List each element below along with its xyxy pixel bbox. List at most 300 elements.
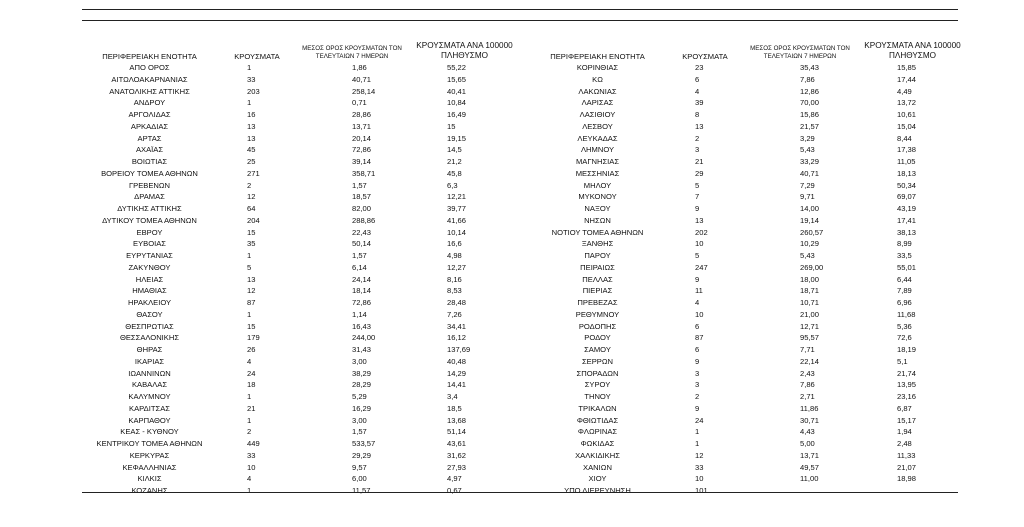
region-name: ΘΕΣΠΡΩΤΙΑΣ [125,321,174,331]
avg7-value: 21,00 [800,309,820,319]
cases-value: 87 [247,298,256,307]
region-name: ΚΕΝΤΡΙΚΟΥ ΤΟΜΕΑ ΑΘΗΝΩΝ [96,439,203,448]
top-rule-secondary [82,20,958,21]
avg7-value: 72,86 [352,298,372,307]
region-name: ΝΑΞΟΥ [584,204,611,213]
avg7-value: 6,00 [352,474,367,484]
region-name: ΜΑΓΝΗΣΙΑΣ [575,157,620,166]
table-row [82,450,522,462]
table-row [530,121,970,133]
cases-value: 29 [695,168,704,178]
per100k-value: 4,49 [897,86,912,96]
table-row [82,344,522,356]
avg7-value: 30,71 [800,415,820,425]
avg7-value: 16,29 [352,403,372,413]
cases-value: 1 [695,439,700,448]
per100k-value: 43,19 [897,204,917,213]
region-name: ΜΗΛΟΥ [583,180,612,190]
table-row [530,144,970,156]
per100k-value: 10,84 [447,98,467,108]
region-name: ΤΗΝΟΥ [584,392,611,401]
avg7-value: 40,71 [800,168,820,178]
cases-value: 6 [695,345,700,354]
avg7-value: 11,86 [800,403,819,413]
region-name: ΚΑΛΥΜΝΟΥ [128,392,171,401]
cases-value: 7 [695,192,700,202]
avg7-value: 14,00 [800,204,820,213]
cases-value: 24 [247,368,256,378]
avg7-value: 10,29 [800,239,820,249]
cases-value: 101 [695,486,708,495]
cases-value: 1 [247,251,252,260]
per100k-value: 16,6 [447,239,462,249]
region-name: ΣΑΜΟΥ [584,345,611,354]
cases-value: 16 [247,110,256,119]
avg7-value: 1,57 [352,180,367,190]
avg7-value: 18,14 [352,286,372,296]
per100k-value: 5,1 [897,356,908,366]
region-name: ΦΩΚΙΔΑΣ [580,439,615,448]
cases-value: 23 [695,63,704,72]
cases-value: 179 [247,333,260,343]
cases-value: 24 [695,415,704,425]
cases-value: 35 [247,239,256,249]
avg7-value: 288,86 [352,215,376,225]
avg7-value: 24,14 [352,274,372,284]
cases-value: 1 [247,486,252,495]
cases-value: 4 [247,356,252,366]
region-name: ΦΘΙΩΤΙΔΑΣ [576,415,619,425]
region-name: ΧΑΝΙΩΝ [583,462,612,472]
per100k-value: 50,34 [897,180,917,190]
per100k-value: 15,65 [447,74,467,84]
per100k-value: 31,62 [447,450,467,460]
cases-value: 13 [695,121,704,131]
table-row [530,250,970,262]
region-name: ΘΕΣΣΑΛΟΝΙΚΗΣ [119,333,180,343]
table-row [82,391,522,403]
per100k-value: 1,94 [897,427,912,437]
cases-value: 10 [695,309,704,319]
cases-value: 12 [695,450,704,460]
table-row [530,438,970,450]
per100k-value: 33,5 [897,251,912,260]
avg7-value: 10,71 [800,298,820,307]
cases-value: 33 [247,450,256,460]
table-row [530,168,970,180]
table-row [530,180,970,192]
avg7-value: 33,29 [800,157,820,166]
avg7-value: 5,43 [800,251,815,260]
table-row [82,156,522,168]
per100k-value: 14,41 [447,380,467,390]
cases-value: 13 [695,215,704,225]
per100k-value: 21,07 [897,462,917,472]
per100k-value: 6,44 [897,274,912,284]
cases-value: 3 [695,368,700,378]
table-row [530,285,970,297]
per100k-value: 14,29 [447,368,467,378]
left-table [82,40,522,497]
table-row [82,403,522,415]
region-name: ΡΕΘΥΜΝΟΥ [575,309,620,319]
region-name: ΘΗΡΑΣ [136,345,163,354]
cases-value: 1 [247,392,252,401]
region-name: ΚΩ [592,74,603,84]
region-name: ΔΥΤΙΚΟΥ ΤΟΜΕΑ ΑΘΗΝΩΝ [102,215,197,225]
cases-value: 3 [695,145,700,155]
cases-value: 6 [695,321,700,331]
region-name: ΑΝΑΤΟΛΙΚΗΣ ΑΤΤΙΚΗΣ [109,86,190,96]
table-row [82,215,522,227]
cases-value: 33 [247,74,256,84]
avg7-value: 6,14 [352,262,367,272]
right-table-block [530,40,970,497]
region-name: ΝΗΣΩΝ [584,215,611,225]
avg7-value: 31,43 [352,345,372,354]
region-name: ΔΡΑΜΑΣ [134,192,165,202]
region-name: ΚΑΡΠΑΘΟΥ [128,415,171,425]
avg7-value: 1,57 [352,251,367,260]
cases-value: 2 [247,427,252,437]
table-row [530,262,970,274]
cases-value: 449 [247,439,260,448]
table-row [530,415,970,427]
per100k-value: 12,21 [447,192,467,202]
per100k-value: 21,74 [897,368,917,378]
region-name: ΝΟΤΙΟΥ ΤΟΜΕΑ ΑΘΗΝΩΝ [551,227,644,237]
per100k-value: 8,44 [897,133,912,143]
avg7-value: 19,14 [800,215,820,225]
cases-value: 21 [695,157,704,166]
region-name: ΚΕΦΑΛΛΗΝΙΑΣ [122,462,177,472]
cases-value: 10 [695,239,704,249]
region-name: ΚΙΛΚΙΣ [137,474,162,484]
avg7-value: 21,57 [800,121,820,131]
region-name: ΧΑΛΚΙΔΙΚΗΣ [575,450,620,460]
avg7-value: 39,14 [352,157,372,166]
region-name: ΔΥΤΙΚΗΣ ΑΤΤΙΚΗΣ [117,204,182,213]
per100k-value: 5,36 [897,321,912,331]
region-name: ΣΥΡΟΥ [584,380,611,390]
region-name: ΗΛΕΙΑΣ [135,274,164,284]
table-row [530,368,970,380]
region-name: ΜΥΚΟΝΟΥ [578,192,617,202]
table-row [82,332,522,344]
per100k-value: 7,89 [897,286,912,296]
bottom-rule [82,492,958,493]
per100k-value: 39,77 [447,204,467,213]
cases-value: 13 [247,133,256,143]
region-name: ΠΑΡΟΥ [584,251,611,260]
cases-value: 202 [695,227,708,237]
avg7-value: 9,57 [352,462,367,472]
cases-value: 1 [247,415,252,425]
per100k-value: 3,4 [447,392,458,401]
cases-value: 271 [247,168,260,178]
table-row [82,297,522,309]
region-name: ΑΝΔΡΟΥ [133,98,166,108]
region-name: ΕΒΡΟΥ [136,227,163,237]
region-name: ΛΑΡΙΣΑΣ [581,98,614,108]
per100k-value: 11,05 [897,157,916,166]
table-row [530,274,970,286]
left-table-body [82,62,522,497]
region-name: ΗΜΑΘΙΑΣ [132,286,167,296]
avg7-value: 258,14 [352,86,376,96]
cases-value: 18 [247,380,256,390]
cases-value: 9 [695,204,700,213]
region-name: ΛΑΚΩΝΙΑΣ [578,86,617,96]
region-name: ΦΛΩΡΙΝΑΣ [577,427,618,437]
cases-value: 5 [247,262,252,272]
left-header-row [82,40,522,62]
table-row [530,344,970,356]
region-name: ΡΟΔΟΠΗΣ [578,321,617,331]
cases-value: 9 [695,356,700,366]
table-row [82,97,522,109]
table-row [82,485,522,497]
table-row [82,180,522,192]
table-row [530,462,970,474]
table-row [530,86,970,98]
per100k-value: 15,17 [897,415,917,425]
cases-value: 12 [247,286,256,296]
avg7-value: 7,71 [800,345,815,354]
region-name: ΛΗΜΝΟΥ [580,145,615,155]
avg7-value [745,485,855,497]
avg7-value: 28,29 [352,380,372,390]
table-row [82,321,522,333]
avg7-value: 29,29 [352,450,372,460]
per100k-value: 69,07 [897,192,917,202]
region-name: ΑΡΓΟΛΙΔΑΣ [128,110,171,119]
per100k-value: 8,53 [447,286,462,296]
avg7-value: 5,43 [800,145,815,155]
cases-value: 247 [695,262,708,272]
avg7-value: 20,14 [352,133,372,143]
table-row [82,109,522,121]
per100k-value: 2,48 [897,439,912,448]
table-row [82,368,522,380]
region-name: ΑΡΤΑΣ [137,133,162,143]
avg7-value: 38,29 [352,368,372,378]
cases-value: 11 [695,286,703,296]
per100k-value: 55,22 [447,63,467,72]
table-row [530,74,970,86]
per100k-value: 28,48 [447,298,467,307]
per100k-value: 12,27 [447,262,467,272]
cases-value: 2 [695,392,700,401]
per100k-value: 17,38 [897,145,917,155]
cases-value: 4 [247,474,252,484]
avg7-value: 533,57 [352,439,376,448]
avg7-value: 40,71 [352,74,372,84]
table-row [530,403,970,415]
table-row [530,485,970,497]
avg7-value: 5,29 [352,392,367,401]
table-row [82,274,522,286]
per100k-value: 7,26 [447,309,462,319]
per100k-value: 14,5 [447,145,462,155]
per100k-value: 15,04 [897,121,917,131]
region-name: ΑΙΤΩΛΟΑΚΑΡΝΑΝΙΑΣ [111,74,188,84]
table-row [82,121,522,133]
avg7-value: 5,00 [800,439,815,448]
region-name: ΒΟΙΩΤΙΑΣ [131,157,168,166]
cases-value: 6 [695,74,700,84]
per100k-value: 6,3 [447,180,458,190]
cases-value: 87 [695,333,704,343]
per100k-value: 17,44 [897,74,917,84]
region-name: ΚΕΑΣ - ΚΥΘΝΟΥ [120,427,179,437]
avg7-value: 269,00 [800,262,824,272]
per100k-value: 8,99 [897,239,912,249]
cases-value: 9 [695,274,700,284]
table-row [82,415,522,427]
region-name: ΡΟΔΟΥ [584,333,611,343]
avg7-value: 2,43 [800,368,815,378]
cases-value: 15 [247,227,256,237]
table-row [82,285,522,297]
table-row [82,133,522,145]
region-name: ΤΡΙΚΑΛΩΝ [578,403,617,413]
avg7-value: 70,00 [800,98,820,108]
avg7-value: 9,71 [800,192,815,202]
per100k-value: 11,68 [897,309,916,319]
table-row [82,227,522,239]
table-row [82,74,522,86]
per100k-value: 15 [447,121,456,131]
per100k-value: 6,87 [897,403,912,413]
region-name: ΚΕΡΚΥΡΑΣ [129,450,170,460]
region-name: ΠΕΛΛΑΣ [582,274,613,284]
cases-value: 5 [695,251,700,260]
table-row [530,215,970,227]
avg7-value: 1,14 [352,309,367,319]
cases-value: 203 [247,86,260,96]
avg7-value: 7,29 [800,180,815,190]
avg7-value: 260,57 [800,227,824,237]
table-row [82,262,522,274]
region-name: ΕΥΡΥΤΑΝΙΑΣ [126,251,173,260]
cases-value: 15 [247,321,256,331]
cases-value: 45 [247,145,256,155]
table-row [82,144,522,156]
per100k-value: 18,5 [447,403,462,413]
avg7-value: 22,43 [352,227,372,237]
table-row [530,156,970,168]
table-row [530,227,970,239]
table-row [82,191,522,203]
avg7-value: 3,00 [352,356,367,366]
avg7-value: 50,14 [352,239,372,249]
per100k-value: 34,41 [447,321,467,331]
per100k-value: 51,14 [447,427,467,437]
cases-value: 39 [695,98,704,108]
avg7-value: 2,71 [800,392,815,401]
avg7-value: 12,86 [800,86,820,96]
region-name: ΞΑΝΘΗΣ [581,239,614,249]
table-row [530,379,970,391]
region-name: ΖΑΚΥΝΘΟΥ [128,262,171,272]
per100k-value [855,485,970,497]
header-cases: ΚΡΟΥΣΜΑΤΑ [682,52,728,61]
avg7-value: 3,00 [352,415,367,425]
table-row [82,62,522,74]
avg7-value: 1,86 [352,63,367,72]
per100k-value: 55,01 [897,262,917,272]
cases-value: 1 [695,427,700,437]
left-table-block [82,40,522,497]
table-row [82,309,522,321]
table-row [82,168,522,180]
table-row [530,356,970,368]
cases-value: 21 [247,403,256,413]
per100k-value: 16,49 [447,110,467,119]
per100k-value: 43,61 [447,439,467,448]
table-row [530,426,970,438]
avg7-value: 18,00 [800,274,820,284]
avg7-value: 18,71 [800,286,820,296]
header-cases: ΚΡΟΥΣΜΑΤΑ [234,52,280,61]
region-name: ΒΟΡΕΙΟΥ ΤΟΜΕΑ ΑΘΗΝΩΝ [101,168,198,178]
per100k-value: 6,96 [897,298,912,307]
region-name: ΑΡΚΑΔΙΑΣ [130,121,169,131]
region-name: ΙΩΑΝΝΙΝΩΝ [128,368,171,378]
avg7-value: 358,71 [352,168,376,178]
per100k-value: 10,14 [447,227,467,237]
cases-value: 204 [247,215,260,225]
per100k-value: 40,41 [447,86,467,96]
cases-value: 25 [247,157,256,166]
table-row [530,473,970,485]
per100k-value: 13,68 [447,415,467,425]
region-name: ΧΙΟΥ [588,474,607,484]
header-region: ΠΕΡΙΦΕΡΕΙΑΚΗ ΕΝΟΤΗΤΑ [102,52,197,61]
avg7-value: 15,86 [800,110,820,119]
per100k-value: 0,67 [447,486,462,495]
per100k-value: 18,98 [897,474,917,484]
region-name: ΛΕΥΚΑΔΑΣ [577,133,618,143]
avg7-value: 16,43 [352,321,372,331]
table-row [82,86,522,98]
table-row [82,426,522,438]
avg7-value: 28,86 [352,110,372,119]
avg7-value: 7,86 [800,380,815,390]
region-name: ΠΡΕΒΕΖΑΣ [577,298,618,307]
avg7-value: 18,57 [352,192,372,202]
region-name: ΛΑΣΙΘΙΟΥ [579,110,616,119]
per100k-value: 13,95 [897,380,917,390]
cases-value: 1 [247,63,252,72]
cases-value: 8 [695,110,700,119]
region-name: ΙΚΑΡΙΑΣ [134,356,165,366]
table-row [530,109,970,121]
per100k-value: 18,13 [897,168,917,178]
table-row [530,309,970,321]
region-name: ΥΠΟ ΔΙΕΡΕΥΝΗΣΗ [564,486,631,495]
region-name: ΗΡΑΚΛΕΙΟΥ [127,298,172,307]
table-row [530,321,970,333]
cases-value: 4 [695,86,700,96]
cases-value: 26 [247,345,256,354]
region-name: ΠΙΕΡΙΑΣ [582,286,613,296]
avg7-value: 12,71 [800,321,820,331]
per100k-value: 8,16 [447,274,462,284]
region-name: ΜΕΣΣΗΝΙΑΣ [575,168,620,178]
table-row [530,238,970,250]
